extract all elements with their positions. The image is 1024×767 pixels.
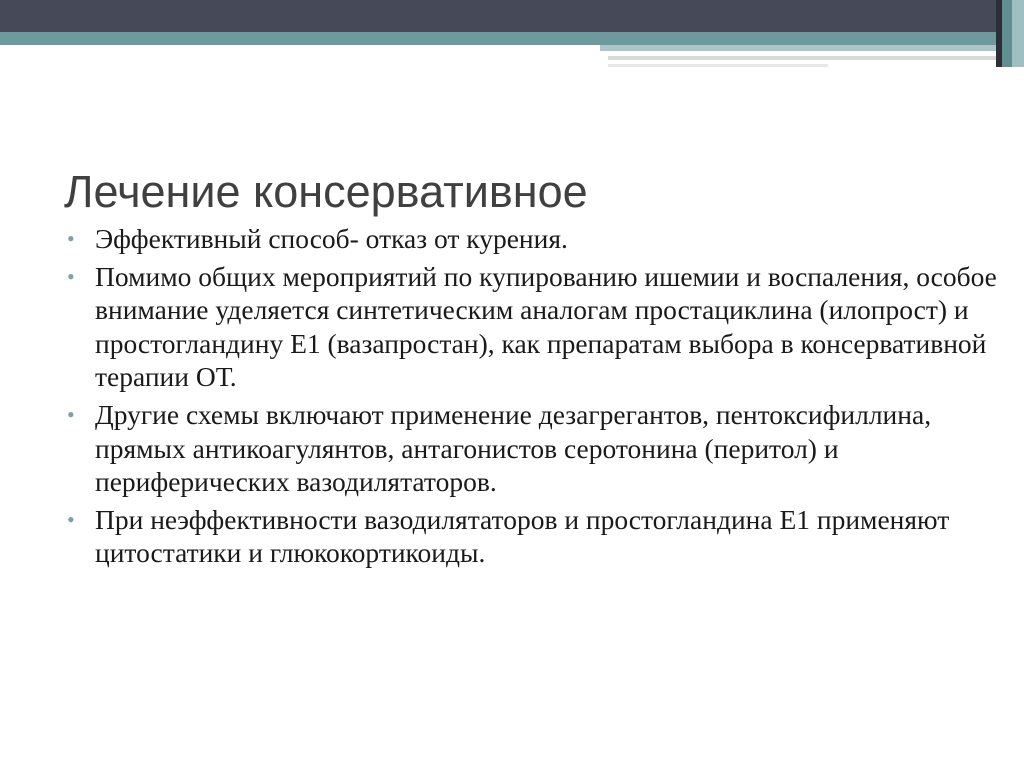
- header-divider-line: [608, 56, 1024, 60]
- bullet-text: Другие схемы включают применение дезагрегантов, пентоксифиллина, прямых антикоагулянтов, антагонистов серотонина (перитол) и периферических вазодилятаторов.: [95, 398, 932, 498]
- corner-stripe-light: [1012, 0, 1024, 67]
- bullet-dot-icon: •: [67, 401, 75, 427]
- header-band-accent: [600, 45, 1024, 51]
- bullet-dot-icon: •: [67, 263, 75, 289]
- header-divider-line-short: [608, 64, 828, 67]
- bullet-list: [64, 222, 1004, 574]
- bullet-item: [64, 260, 1004, 394]
- bullet-dot-icon: •: [67, 226, 75, 251]
- bullet-text: При неэффективности вазодилятаторов и простогландина Е1 применяют цитостатики и глюкокортикоиды.: [95, 503, 950, 569]
- bullet-dot-icon: •: [67, 506, 75, 532]
- bullet-text: Эффективный способ- отказ от курения.: [95, 223, 568, 254]
- bullet-item: [64, 398, 1004, 499]
- bullet-item: [64, 503, 1004, 570]
- corner-stripe-teal: [1002, 0, 1012, 67]
- slide-title: Лечение консервативное: [64, 166, 588, 217]
- bullet-text: Помимо общих мероприятий по купированию ишемии и воспаления, особое внимание уделяется синтетическим аналогам простациклина (илопрост) и простогландину Е1 (вазапростан), как препаратам выбора в консервативной терапии ОТ.: [95, 260, 997, 393]
- header-band-teal: [0, 32, 1024, 45]
- header-band-dark: [0, 0, 1024, 32]
- bullet-item: [64, 222, 1004, 256]
